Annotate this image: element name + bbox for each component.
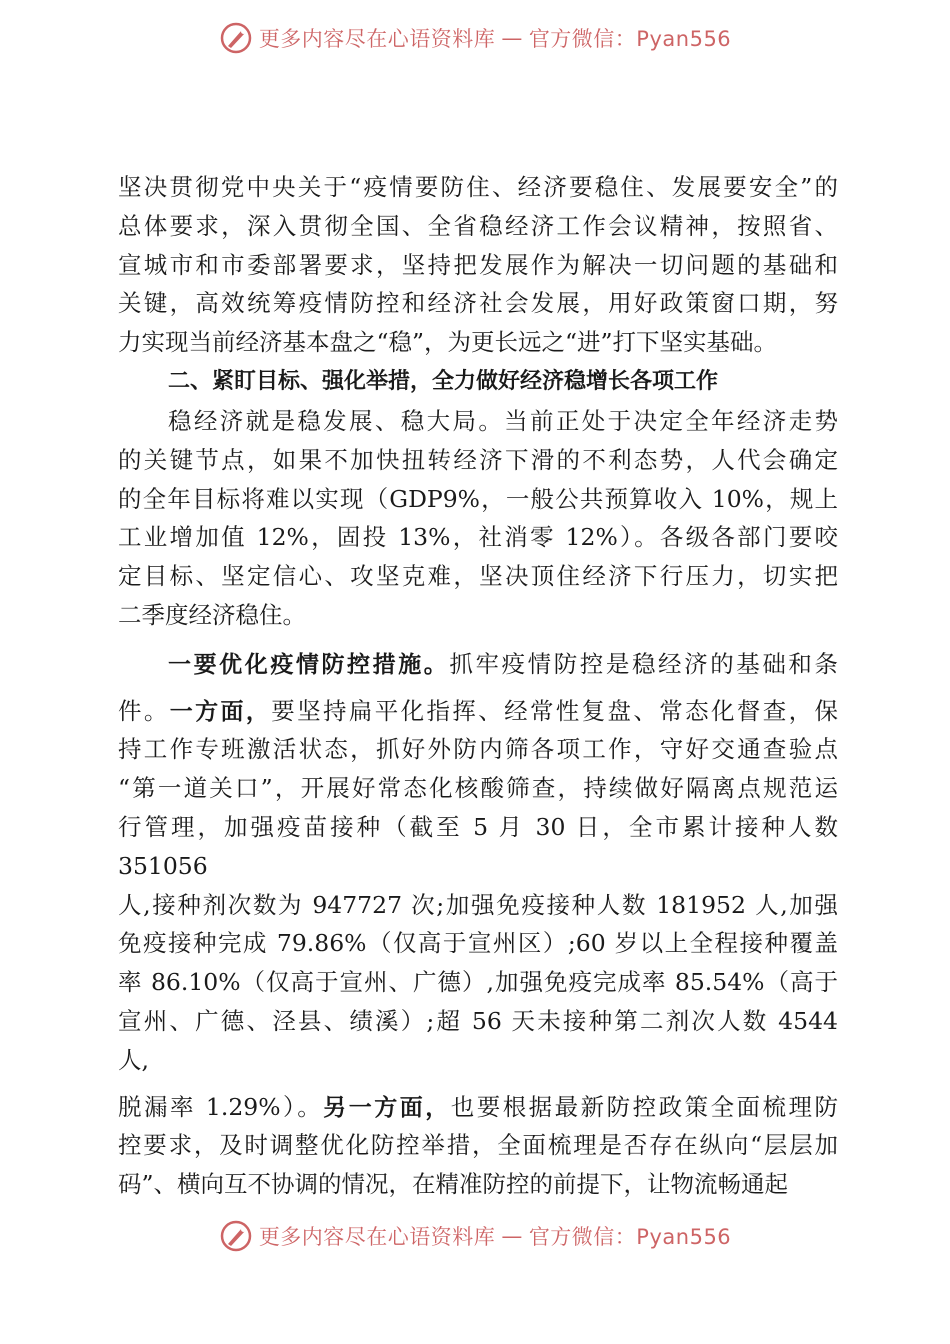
text-line: 行管理，加强疫苗接种（截至 5 月 30 日，全市累计接种人数: [118, 812, 838, 841]
document-body: [118, 168, 838, 1204]
paragraph-3: [118, 645, 838, 1204]
text-line: 的关键节点，如果不加快扭转经济下滑的不利态势，人代会确定: [118, 445, 838, 474]
paragraph-2: [118, 402, 838, 635]
text-line: 率 86.10%（仅高于宣州、广德）,加强免疫完成率 85.54%（高于: [118, 968, 838, 997]
watermark-wechat: 官方微信：Pyan556: [528, 27, 732, 51]
text-line: [118, 692, 838, 731]
section-heading: 二、紧盯目标、强化举措，全力做好经济稳增长各项工作: [168, 368, 719, 394]
watermark-text: 更多内容尽在心语资料库: [258, 27, 496, 51]
text-line: [118, 1088, 838, 1127]
text-line: 工业增加值 12%，固投 13%，社消零 12%）。各级各部门要咬: [118, 523, 838, 552]
bold-lead: 一方面，: [169, 698, 272, 725]
text-line: 定目标、坚定信心、攻坚克难，坚决顶住经济下行压力，切实把: [118, 562, 838, 591]
text-span: 要坚持扁平化指挥、经常性复盘、常态化督查，保: [271, 696, 838, 725]
text-span: 件。: [118, 696, 170, 725]
bold-lead: 一要优化疫情防控措施。: [168, 651, 450, 678]
text-span: 也要根据最新防控政策全面梳理防: [450, 1092, 838, 1121]
text-line: [118, 645, 838, 684]
watermark-wechat: 官方微信：Pyan556: [528, 1225, 732, 1249]
logo-icon: [219, 1219, 253, 1253]
text-line: 的全年目标将难以实现（GDP9%，一般公共预算收入 10%，规上: [118, 484, 838, 513]
text-line: 免疫接种完成 79.86%（仅高于宣州区）;60 岁以上全程接种覆盖: [118, 929, 838, 958]
text-line: 人,: [118, 1045, 149, 1074]
text-line: 持工作专班激活状态，抓好外防内筛各项工作，守好交通查验点: [118, 735, 838, 764]
watermark-footer: [0, 1216, 950, 1256]
watermark-header: [0, 18, 950, 58]
logo-icon: [219, 21, 253, 55]
watermark-text: 更多内容尽在心语资料库: [258, 1225, 496, 1249]
text-line: 二季度经济稳住。: [118, 600, 306, 629]
text-span: 脱漏率 1.29%）。: [118, 1092, 324, 1121]
watermark-dash: —: [501, 26, 523, 50]
text-line: 坚决贯彻党中央关于“疫情要防住、经济要稳住、发展要安全”的: [118, 173, 838, 201]
watermark-dash: —: [501, 1224, 523, 1248]
text-line: “第一道关口”，开展好常态化核酸筛查，持续做好隔离点规范运: [118, 774, 838, 803]
text-line: 宣城市和市委部署要求，坚持把发展作为解决一切问题的基础和: [118, 250, 838, 279]
text-line: 关键，高效统筹疫情防控和经济社会发展，用好政策窗口期，努: [118, 289, 838, 318]
paragraph-1: [118, 168, 838, 362]
bold-lead: 另一方面，: [323, 1094, 451, 1121]
text-line: 力实现当前经济基本盘之“稳”，为更长远之“进”打下坚实基础。: [118, 328, 778, 357]
text-line: 控要求，及时调整优化防控举措，全面梳理是否存在纵向“层层加: [118, 1131, 838, 1160]
text-line: 码”、横向互不协调的情况，在精准防控的前提下，让物流畅通起: [118, 1170, 789, 1199]
text-line: 人,接种剂次数为 947727 次;加强免疫接种人数 181952 人,加强: [118, 890, 838, 919]
text-line: 351056: [118, 851, 208, 880]
text-line: 稳经济就是稳发展、稳大局。当前正处于决定全年经济走势: [168, 406, 838, 435]
text-span: 抓牢疫情防控是稳经济的基础和条: [449, 649, 838, 678]
text-line: 总体要求，深入贯彻全国、全省稳经济工作会议精神，按照省、: [118, 211, 838, 240]
text-line: 宣州、广德、泾县、绩溪）;超 56 天未接种第二剂次人数 4544: [118, 1006, 838, 1035]
